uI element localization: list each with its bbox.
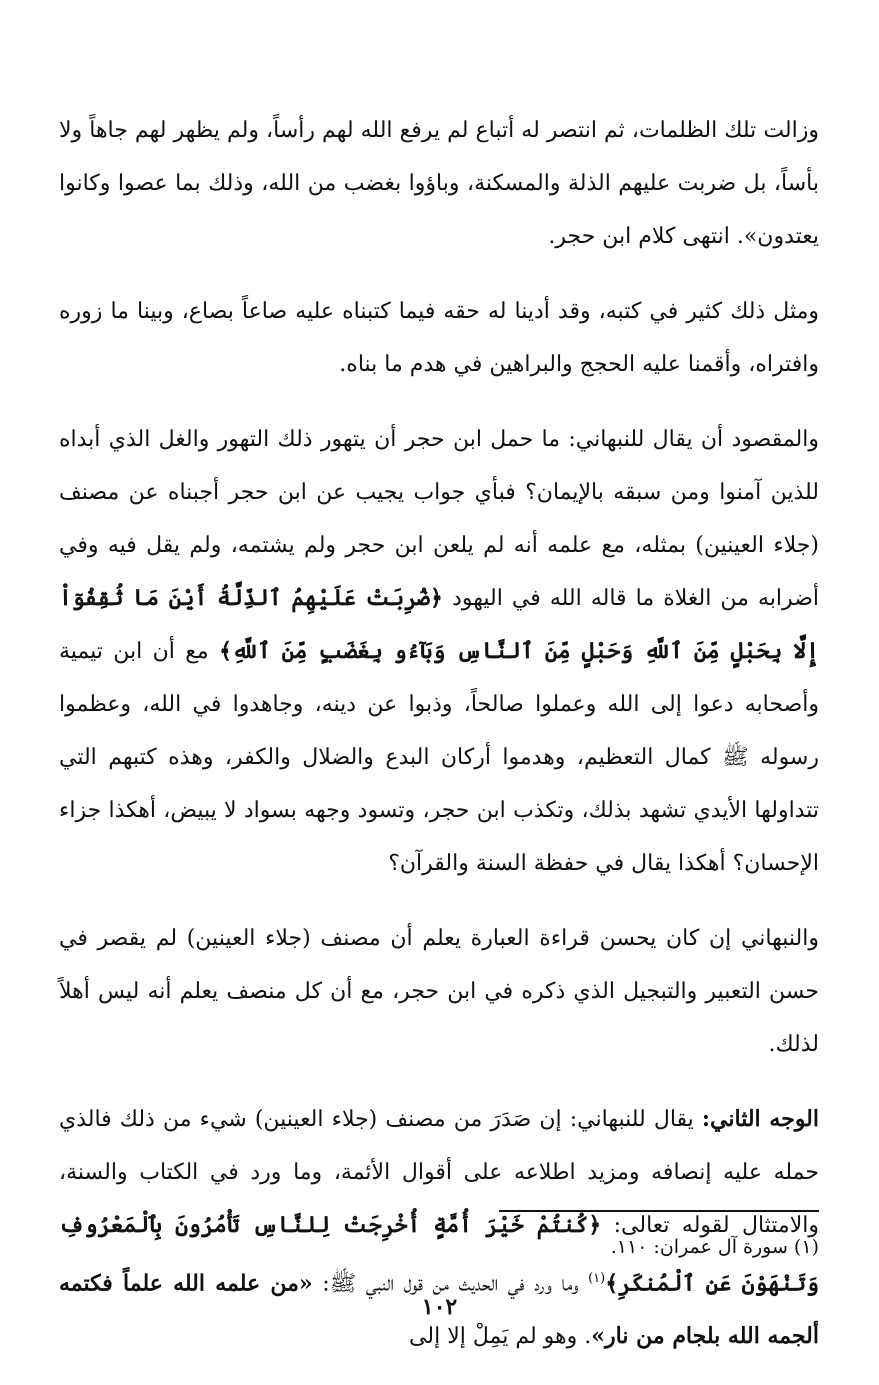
paragraph-1-text: وزالت تلك الظلمات، ثم انتصر له أتباع لم يرفع الله لهم رأساً، ولم يظهر لهم جاهاً ولا بأساً، بل ضربت عليهم الذلة والمسكنة، وباؤوا بغضب من الله، وذلك بما عصوا وكانوا يعتدون». انتهى كلام ابن حجر. [59, 118, 819, 249]
footnote [59, 1232, 819, 1262]
paragraph-3-text-end: مع أن ابن تيمية وأصحابه دعوا إلى الله وعملوا صالحاً، وذبوا عن دينه، وجاهدوا في الله، وعظموا رسوله ﷺ كمال التعظيم، وهدموا أركان البدع والضلال والكفر، وهذه كتبهم التي تتداولها الأيدي تشهد بذلك، وتكذب ابن حجر، وتسود وجهه بسواد لا يبيض، أهكذا جزاء الإحسان؟ أهكذا يقال في حفظة السنة والقرآن؟ [59, 639, 819, 876]
paragraph-3 [59, 413, 819, 890]
footnote-text: (١) سورة آل عمران: ١١٠. [610, 1236, 819, 1258]
paragraph-5 [59, 1093, 819, 1363]
section-heading: الوجه الثاني: [701, 1106, 819, 1132]
paragraph-3-text-start: والمقصود أن يقال للنبهاني: ما حمل ابن حجر أن يتهور ذلك التهور والغل الذي أبداه للذين آمنوا ومن سبقه بالإيمان؟ فبأي جواب يجيب عن ابن حجر أجبناه عن مصنف (جلاء العينين) بمثله، مع علمه أنه لم يلعن ابن حجر ولم يشتمه، ولم يقل فيه وفي أضرابه من الغلاة ما قاله الله في اليهود [59, 427, 819, 611]
paragraph-4 [59, 912, 819, 1071]
hadith-quote: «من علمه الله علماً فكتمه ألجمه الله بلجام من نار» [59, 1270, 819, 1350]
paragraph-5-text-start: يقال للنبهاني: إن صَدَرَ من مصنف (جلاء العينين) شيء من ذلك فالذي حمله عليه إنصافه ومزيد اطلاعه على أقوال الأئمة، وما ورد في الكتاب والسنة، والامتثال لقوله تعالى: [59, 1107, 819, 1238]
paragraph-2-text: ومثل ذلك كثير في كتبه، وقد أدينا له حقه فيما كتبناه عليه صاعاً بصاع، وبينا ما زوره وافتراه، وأقمنا عليه الحجج والبراهين في هدم ما بناه. [59, 299, 819, 377]
quran-verse-2: ﴿كُنتُمْ خَيْرَ أُمَّةٍ أُخْرِجَتْ لِلنَّاسِ تَأْمُرُونَ بِٱلْمَعْرُوفِ وَتَنْهَوْنَ عَنِ ٱلْمُنكَرِ﴾ [59, 1212, 819, 1297]
page-number: ١٠٢ [421, 1294, 458, 1320]
paragraph-5-text-middle: وما ورد في الحديث من قول النبي ﷺ: [322, 1271, 579, 1297]
paragraph-4-text: والنبهاني إن كان يحسن قراءة العبارة يعلم أن مصنف (جلاء العينين) لم يقصر في حسن التعبير والتبجيل الذي ذكره في ابن حجر، مع أن كل منصف يعلم أنه ليس أهلاً لذلك. [59, 926, 819, 1057]
paragraph-1 [59, 104, 819, 263]
paragraph-5-text-end: . وهو لم يَمِلْ إلا إلى [409, 1324, 592, 1350]
quran-verse-1: ﴿ضُرِبَتْ عَلَيْهِمُ ٱلذِّلَّةُ أَيْنَ مَا ثُقِفُوٓاْ إِلَّا بِحَبْلٍ مِّنَ ٱللَّهِ وَحَبْلٍ مِّنَ ٱلنَّاسِ وَبَآءُو بِغَضَبٍ مِّنَ ٱللَّهِ﴾ [59, 585, 820, 664]
footnote-divider [499, 1210, 819, 1212]
paragraph-2 [59, 285, 819, 391]
page-body [59, 104, 819, 1385]
footnote-reference[interactable]: (١) [588, 1271, 606, 1286]
